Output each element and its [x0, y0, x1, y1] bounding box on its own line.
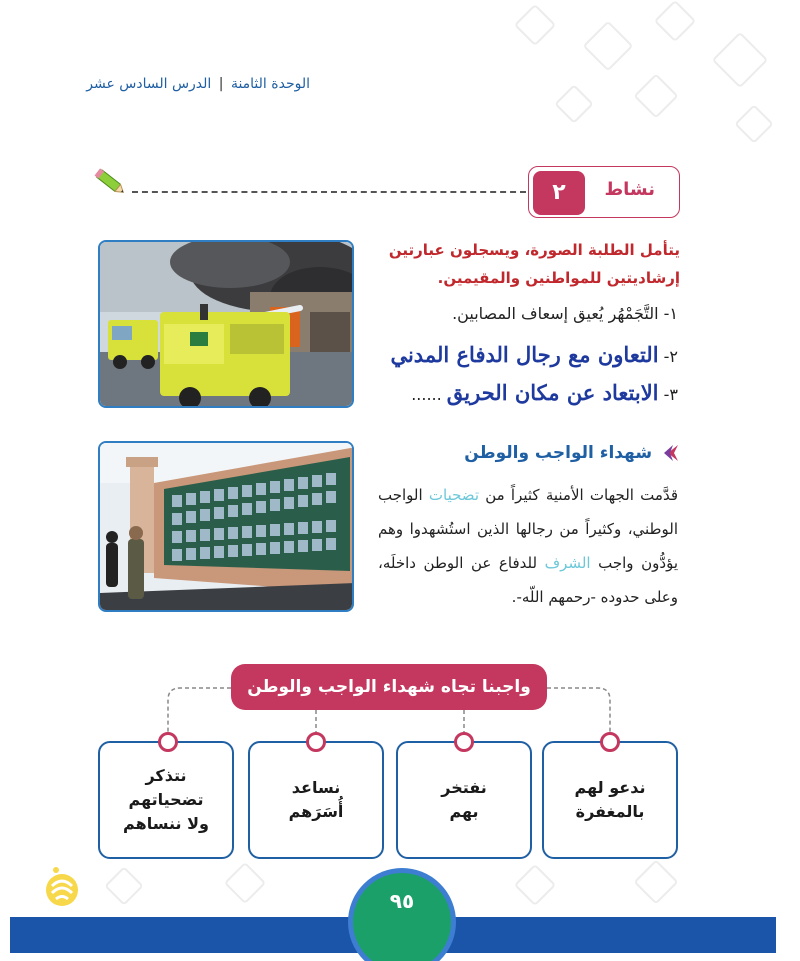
activity-label: نشاط: [604, 179, 655, 200]
duty-card: نفتخر بهم: [396, 741, 532, 859]
decorative-pattern: [514, 864, 556, 906]
connector-dot: [454, 732, 474, 752]
arrow-bullet-icon: [664, 445, 678, 461]
list-item: [411, 380, 678, 405]
duty-card: نتذكر تضحياتهم ولا ننساهم: [98, 741, 234, 859]
martyrs-wall-photo: [98, 441, 354, 612]
decorative-pattern: [583, 21, 634, 72]
martyrs-wall-illustration: [100, 443, 354, 612]
connector-dot: [600, 732, 620, 752]
paragraph-text: قدَّمت الجهات الأمنية كثيراً من: [479, 486, 678, 504]
decorative-pattern: [104, 866, 144, 906]
item-number: ١-: [663, 304, 678, 323]
martyrs-paragraph: [378, 478, 678, 614]
decorative-pattern: [633, 73, 678, 118]
paragraph-text: الواجب الوطني، وكثيراً من رجالها الذين استُشهدوا وهم يؤدُّون واجب: [378, 486, 678, 572]
dashed-divider: [132, 191, 526, 193]
list-item: [452, 304, 678, 323]
item-trailing-dots: ......: [411, 385, 442, 404]
lesson-title: الدرس السادس عشر: [86, 76, 212, 92]
fire-truck-photo: [98, 240, 354, 408]
decorative-pattern: [554, 84, 594, 124]
duty-card: ندعو لهم بالمغفرة: [542, 741, 678, 859]
activity-header: [528, 166, 680, 218]
publisher-logo-icon: [42, 866, 82, 910]
connector-dot: [158, 732, 178, 752]
activity-instruction: يتأمل الطلبة الصورة، ويسجلون عبارتين إرشاديتين للمواطنين والمقيمين.: [388, 241, 680, 287]
section-heading-text: شهداء الواجب والوطن: [464, 443, 653, 463]
fire-scene-illustration: [100, 242, 354, 408]
item-number: ٢-: [663, 347, 678, 366]
page-number-badge: [348, 868, 456, 961]
unit-title: الوحدة الثامنة: [230, 76, 310, 92]
item-text: التَّجَمْهُر يُعيق إسعاف المصابين.: [452, 304, 659, 323]
header-separator: |: [218, 76, 224, 92]
duty-card: نساعد أُسَرَهم: [248, 741, 384, 859]
activity-number: ٢: [533, 171, 585, 215]
list-item: [390, 342, 678, 367]
decorative-pattern: [224, 862, 266, 904]
breadcrumb: [86, 76, 310, 92]
highlighted-word: الشرف: [544, 554, 591, 572]
decorative-pattern: [654, 0, 696, 42]
page-number: ٩٥: [389, 889, 415, 913]
decorative-pattern: [633, 859, 678, 904]
handwritten-answer: التعاون مع رجال الدفاع المدني: [390, 342, 659, 367]
paragraph-text: للدفاع عن الوطن داخلَه، وعلى حدوده -رحمهم اللّه-.: [378, 554, 678, 606]
decorative-pattern: [734, 104, 774, 144]
handwritten-answer: الابتعاد عن مكان الحريق: [446, 380, 659, 405]
pencil-icon: [94, 167, 128, 197]
item-number: ٣-: [663, 385, 678, 404]
decorative-pattern: [712, 32, 769, 89]
diagram-title: واجبنا تجاه شهداء الواجب والوطن: [231, 664, 547, 710]
decorative-pattern: [514, 4, 556, 46]
section-heading: [464, 443, 678, 463]
highlighted-word: تضحيات: [428, 486, 479, 504]
connector-dot: [306, 732, 326, 752]
